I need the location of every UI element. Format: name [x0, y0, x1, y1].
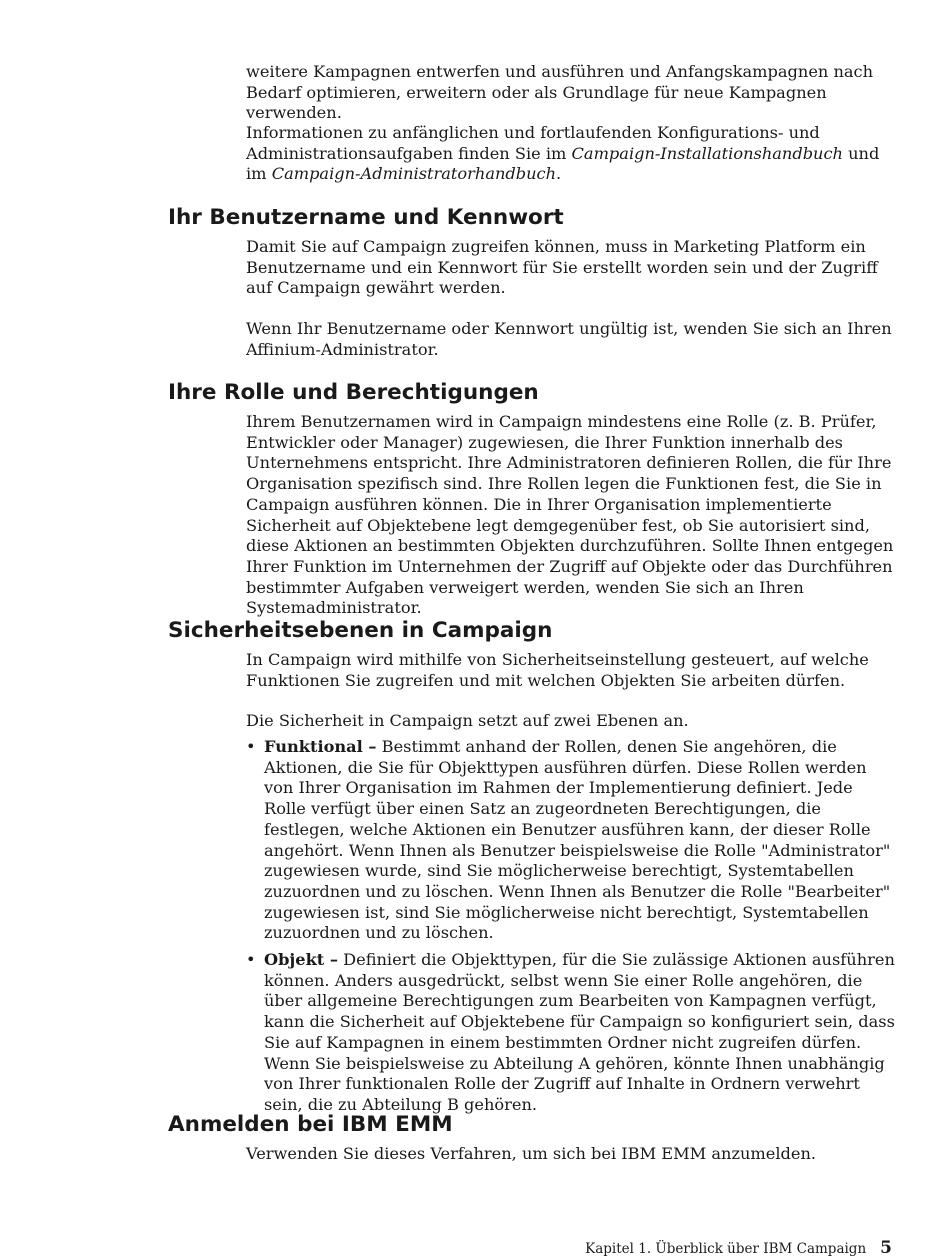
intro-text-c: .: [556, 164, 562, 184]
section-4-paragraph-1: Verwenden Sie dieses Verfahren, um sich bei IBM EMM anzumelden.: [246, 1144, 817, 1163]
intro-text-a: Informationen zu anfänglichen und fortlaufenden Konfigurations- und Administrationsaufgaben finden Sie im: [246, 123, 820, 163]
bullet-icon: •: [246, 950, 256, 970]
list-item-term: Objekt –: [264, 950, 338, 970]
section-3-paragraph-1: In Campaign wird mithilfe von Sicherheitseinstellung gesteuert, auf welche Funktionen Sie zugreifen und mit welchen Objekten Sie arbeiten dürfen.: [246, 650, 869, 690]
security-levels-list: [246, 737, 896, 1122]
section-1-paragraph-1: Damit Sie auf Campaign zugreifen können, muss in Marketing Platform ein Benutzername und ein Kennwort für Sie erstellt worden sein und der Zugriff auf Campaign gewährt werden.: [246, 237, 878, 298]
footer-chapter-title: Kapitel 1. Überblick über IBM Campaign: [585, 1241, 867, 1257]
intro-paragraph-1: weitere Kampagnen entwerfen und ausführen und Anfangskampagnen nach Bedarf optimieren, erweitern oder als Grundlage für neue Kampagnen verwenden.: [246, 62, 874, 123]
admin-guide-reference: Campaign-Administratorhandbuch: [271, 164, 557, 184]
section-heading-security-levels: Sicherheitsebenen in Campaign: [168, 618, 553, 643]
intro-paragraph-2: [246, 123, 896, 185]
page-number: 5: [880, 1238, 892, 1258]
intro-text-b: und im: [246, 143, 880, 184]
list-item-text: Definiert die Objekttypen, für die Sie zulässige Aktionen ausführen können. Anders ausgedrückt, selbst wenn Sie einer Rolle angehören, die über allgemeine Berechtigungen zum Bearbeiten von Kampagnen verfügt, kann die Sicherheit auf Objektebene für Campaign so konfiguriert sein, dass Sie auf Kampagnen in einem bestimmten Ordner nicht zugreifen dürfen. Wenn Sie beispielsweise zu Abteilung A gehören, könnte Ihnen unabhängig von Ihrer funktionalen Rolle der Zugriff auf Inhalte in Ordnern verwehrt sein, die zu Abteilung B gehören.: [264, 950, 895, 1114]
section-heading-username-password: Ihr Benutzername und Kennwort: [168, 205, 564, 230]
list-item-text: Bestimmt anhand der Rollen, denen Sie angehören, die Aktionen, die Sie für Objekttypen ausführen dürfen. Diese Rollen werden von Ihrer Organisation im Rahmen der Implementierung definiert. Jede Rolle verfügt über einen Satz an zugeordneten Berechtigungen, die festlegen, welche Aktionen ein Benutzer ausführen kann, der dieser Rolle angehört. Wenn Ihnen als Benutzer beispielsweise die Rolle "Administrator" zugewiesen wurde, sind Sie möglicherweise berechtigt, Systemtabellen zuzuordnen und zu löschen. Wenn Ihnen als Benutzer die Rolle "Bearbeiter" zugewiesen ist, sind Sie möglicherweise nicht berechtigt, Systemtabellen zuzuordnen und zu löschen.: [264, 737, 891, 943]
page-footer: [585, 1238, 892, 1258]
section-heading-login: Anmelden bei IBM EMM: [168, 1112, 453, 1137]
list-item-object: [246, 950, 896, 1116]
section-3-paragraph-2: Die Sicherheit in Campaign setzt auf zwei Ebenen an.: [246, 711, 689, 730]
list-item-functional: [246, 737, 896, 944]
list-item-term: Funktional –: [264, 737, 377, 756]
installation-guide-reference: Campaign-Installationshandbuch: [571, 143, 843, 163]
bullet-icon: •: [246, 737, 256, 756]
section-heading-role-permissions: Ihre Rolle und Berechtigungen: [168, 380, 539, 405]
section-1-paragraph-2: Wenn Ihr Benutzername oder Kennwort ungültig ist, wenden Sie sich an Ihren Affinium-Administrator.: [246, 319, 892, 359]
section-2-paragraph-1: Ihrem Benutzernamen wird in Campaign mindestens eine Rolle (z. B. Prüfer, Entwickler oder Manager) zugewiesen, die Ihrer Funktion innerhalb des Unternehmens entspricht. Ihre Administratoren definieren Rollen, die für Ihre Organisation spezifisch sind. Ihre Rollen legen die Funktionen fest, die Sie in Campaign ausführen können. Die in Ihrer Organisation implementierte Sicherheit auf Objektebene legt demgegenüber fest, ob Sie autorisiert sind, diese Aktionen an bestimmten Objekten durchzuführen. Sollte Ihnen entgegen Ihrer Funktion im Unternehmen der Zugriff auf Objekte oder das Durchführen bestimmter Aufgaben verweigert werden, wenden Sie sich an Ihren Systemadministrator.: [246, 412, 894, 618]
